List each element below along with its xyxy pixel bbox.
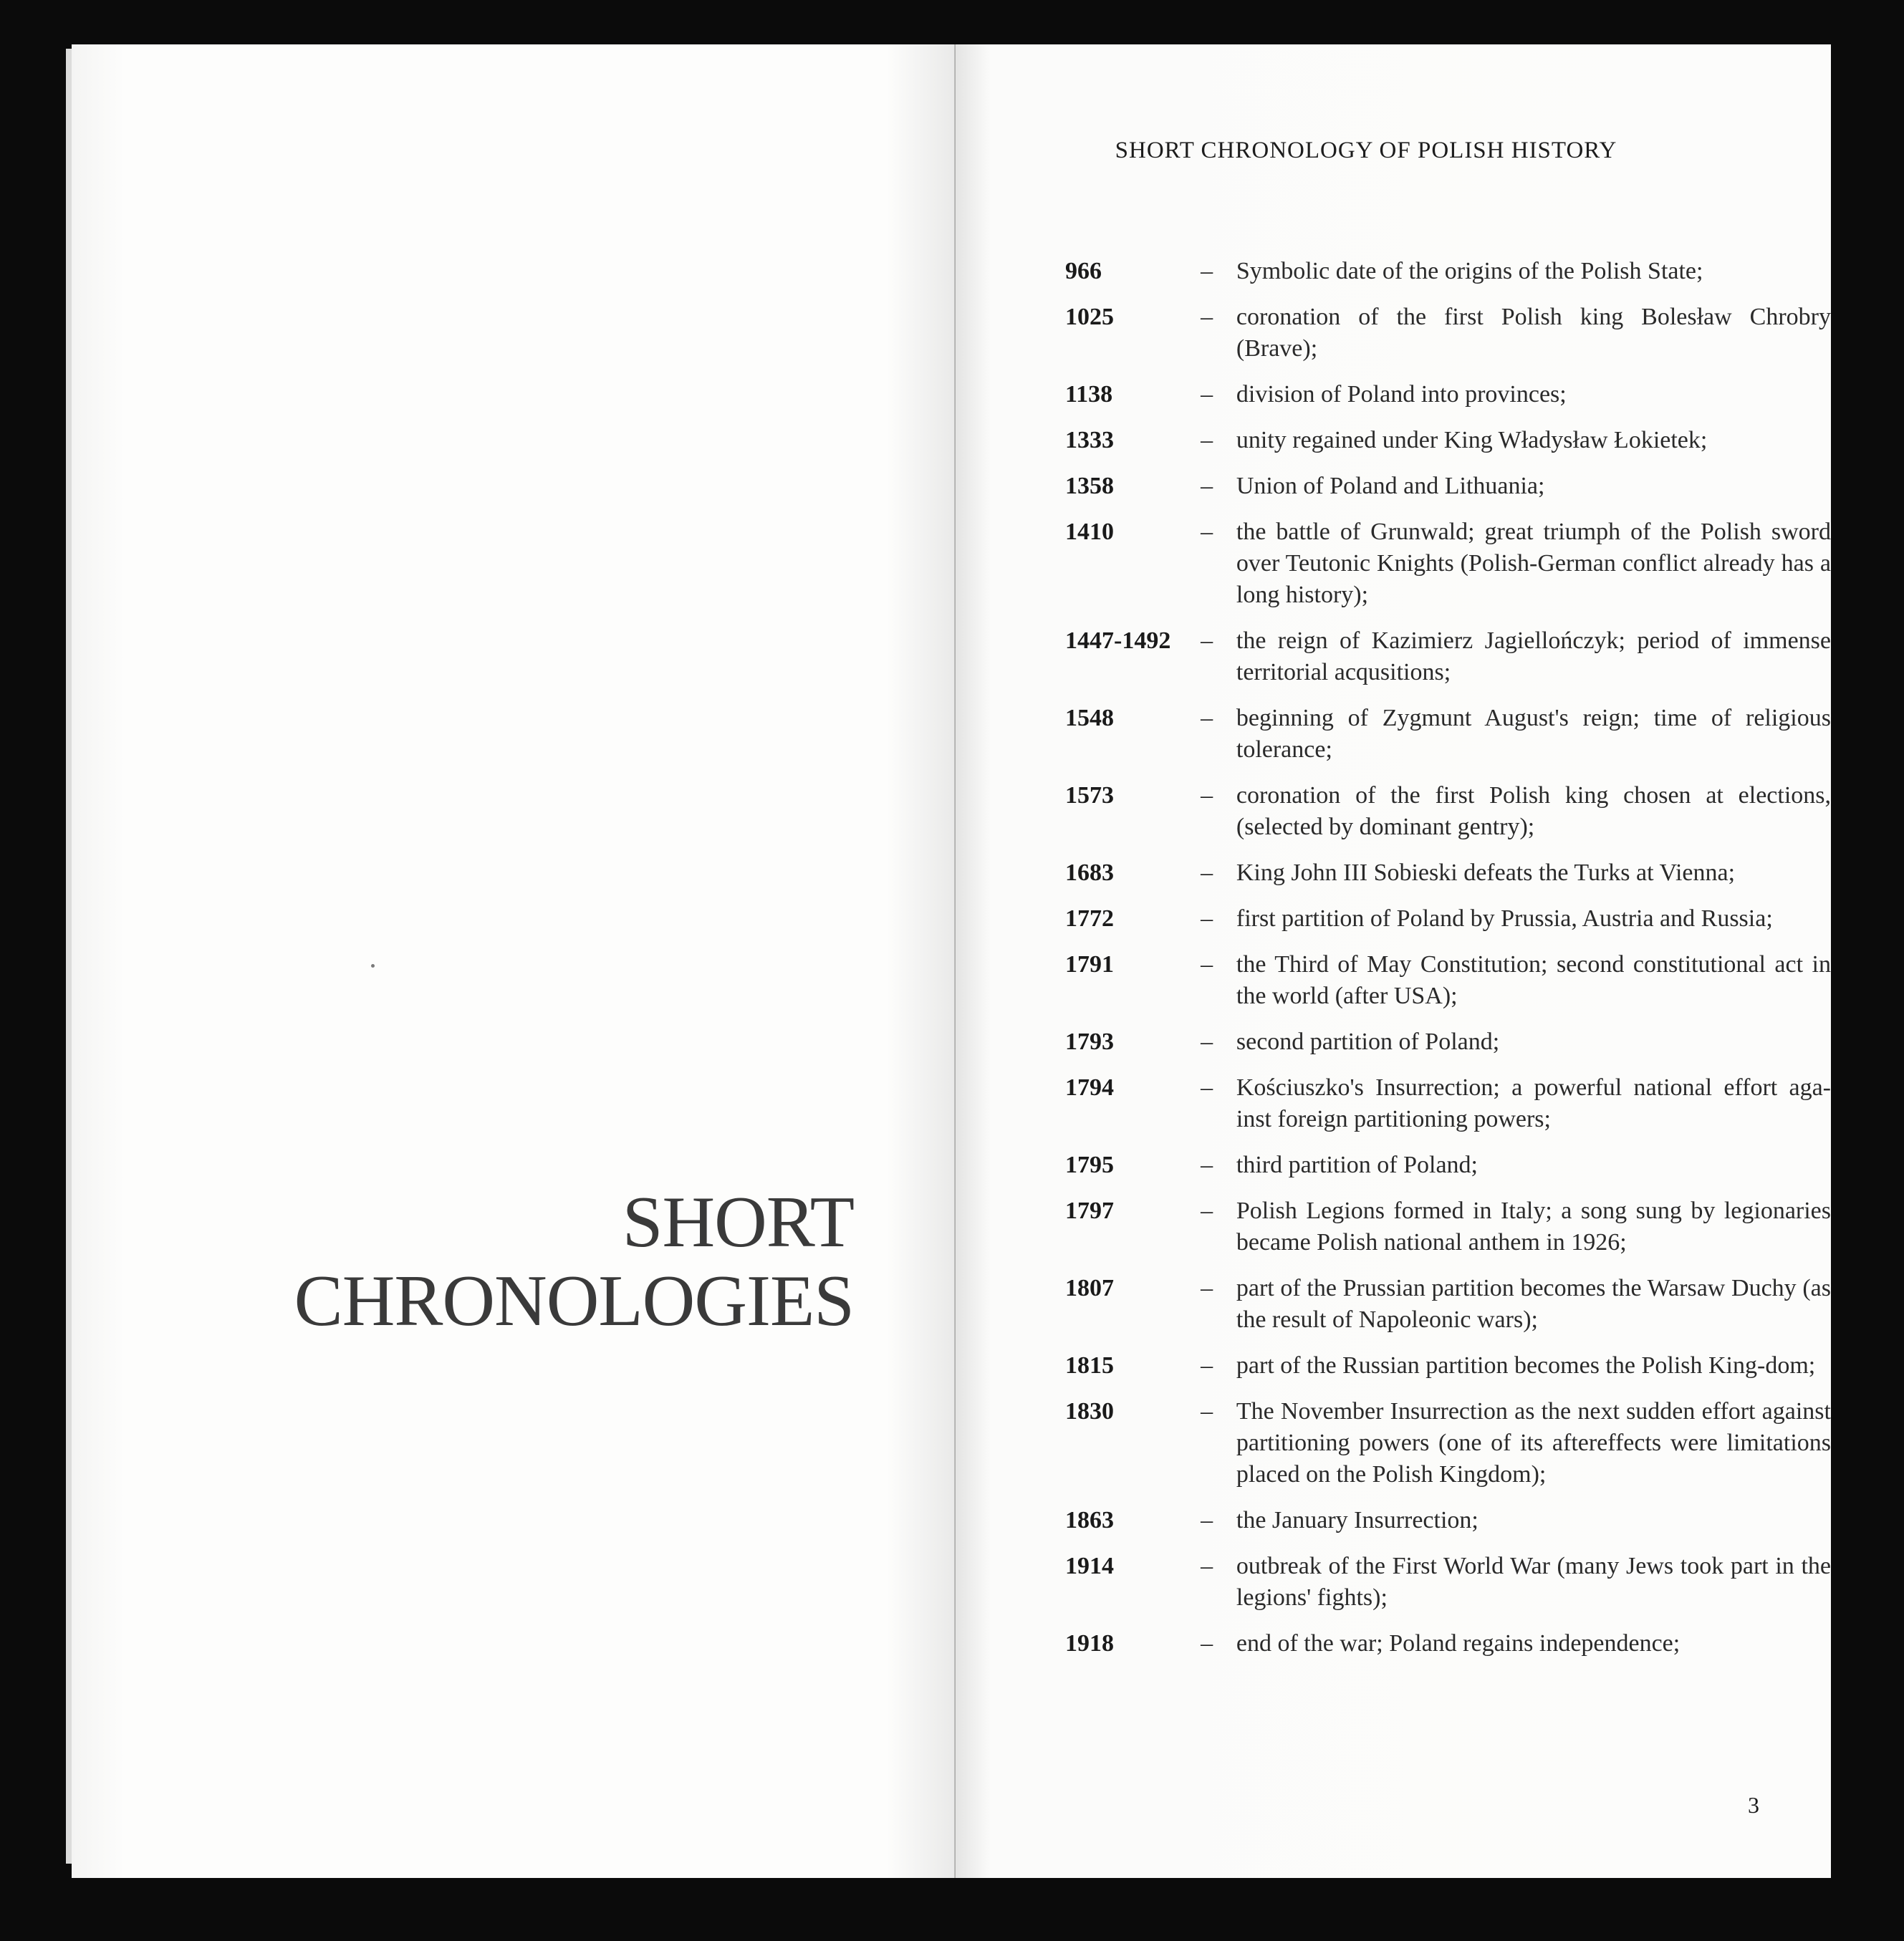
chronology-heading: [956, 138, 1831, 164]
right-page: [956, 44, 1831, 1878]
entry-dash: –: [1201, 427, 1213, 453]
entry-text: the Third of May Constitution; second constitutional act in the world (after USA);: [1236, 951, 1831, 1009]
entry-year: 1333: [1065, 427, 1114, 453]
entry-year: 1548: [1065, 705, 1114, 731]
entry-year: 1815: [1065, 1352, 1114, 1379]
entry-text: The November Insurrection as the next sudden effort against partitioning powers (one of its aftereffects were limitations placed on the Polish Kingdom);: [1236, 1398, 1831, 1488]
chronology-entry: [956, 425, 1831, 456]
entry-text: Kościuszko's Insurrection; a powerful national effort aga-inst foreign partitioning powers;: [1236, 1074, 1831, 1132]
entry-text: first partition of Poland by Prussia, Austria and Russia;: [1236, 905, 1773, 932]
chronology-entry: [956, 1195, 1831, 1258]
entry-year: 1683: [1065, 859, 1114, 886]
entry-year: 1447-1492: [1065, 627, 1171, 654]
entry-year: 1795: [1065, 1152, 1114, 1178]
entry-text: coronation of the first Polish king Bolesław Chrobry (Brave);: [1236, 304, 1831, 362]
entry-text: Symbolic date of the origins of the Polish State;: [1236, 258, 1703, 284]
entry-dash: –: [1201, 1152, 1213, 1178]
entry-year: 1772: [1065, 905, 1114, 932]
entry-dash: –: [1201, 905, 1213, 932]
entry-dash: –: [1201, 951, 1213, 978]
entry-dash: –: [1201, 1507, 1213, 1533]
paper-speck: [371, 964, 375, 968]
entry-dash: –: [1201, 1352, 1213, 1379]
entry-year: 1797: [1065, 1198, 1114, 1224]
entry-dash: –: [1201, 859, 1213, 886]
entry-year: 1138: [1065, 381, 1113, 408]
entry-year: 1791: [1065, 951, 1114, 978]
entry-dash: –: [1201, 1198, 1213, 1224]
entry-dash: –: [1201, 782, 1213, 809]
chronology-entry: [956, 1505, 1831, 1536]
chronology-heading-text: SHORT CHRONOLOGY OF POLISH HISTORY: [1115, 138, 1617, 163]
chronology-entry: [956, 1026, 1831, 1058]
entry-dash: –: [1201, 473, 1213, 499]
entry-text: second partition of Poland;: [1236, 1029, 1500, 1055]
chronology-entry: [956, 703, 1831, 766]
entry-text: Polish Legions formed in Italy; a song sung by legionaries became Polish national anthem in 1926;: [1236, 1198, 1831, 1256]
entry-year: 1025: [1065, 304, 1114, 330]
entry-year: 1914: [1065, 1553, 1114, 1579]
chronology-entry: [956, 302, 1831, 365]
entry-year: 1918: [1065, 1630, 1114, 1657]
chronology-entry: [956, 1273, 1831, 1336]
entry-text: part of the Russian partition becomes the Polish King-dom;: [1236, 1352, 1816, 1379]
chronology-entry: [956, 857, 1831, 889]
entry-year: 1830: [1065, 1398, 1114, 1425]
entry-year: 1793: [1065, 1029, 1114, 1055]
entry-text: unity regained under King Władysław Łokietek;: [1236, 427, 1708, 453]
chronology-entry: [956, 949, 1831, 1012]
entry-dash: –: [1201, 1074, 1213, 1101]
chronology-entry: [956, 780, 1831, 843]
chronology-entry: [956, 625, 1831, 688]
chronology-list: [956, 256, 1831, 1674]
section-title: [294, 1183, 854, 1341]
chronology-entry: [956, 1350, 1831, 1382]
entry-text: end of the war; Poland regains independence;: [1236, 1630, 1681, 1657]
section-title-line-1: SHORT: [622, 1182, 854, 1263]
book-spread: [72, 44, 1831, 1878]
chronology-entry: [956, 379, 1831, 410]
entry-year: 1863: [1065, 1507, 1114, 1533]
entry-text: the reign of Kazimierz Jagiellończyk; period of immense territorial acqusitions;: [1236, 627, 1831, 685]
chronology-entry: [956, 1396, 1831, 1490]
chronology-entry: [956, 1150, 1831, 1181]
entry-text: coronation of the first Polish king chosen at elections, (selected by dominant gentry);: [1236, 782, 1831, 840]
chronology-entry: [956, 516, 1831, 611]
chronology-entry: [956, 1072, 1831, 1135]
entry-year: 1573: [1065, 782, 1114, 809]
entry-dash: –: [1201, 304, 1213, 330]
entry-dash: –: [1201, 1630, 1213, 1657]
entry-dash: –: [1201, 381, 1213, 408]
entry-dash: –: [1201, 258, 1213, 284]
entry-text: division of Poland into provinces;: [1236, 381, 1567, 408]
entry-dash: –: [1201, 1029, 1213, 1055]
chronology-entry: [956, 256, 1831, 287]
entry-year: 1410: [1065, 519, 1114, 545]
entry-text: the battle of Grunwald; great triumph of the Polish sword over Teutonic Knights (Polish-German conflict already has a long history);: [1236, 519, 1831, 608]
entry-year: 1794: [1065, 1074, 1114, 1101]
entry-dash: –: [1201, 705, 1213, 731]
left-page: [72, 44, 957, 1878]
entry-text: part of the Prussian partition becomes the Warsaw Duchy (as the result of Napoleonic wars);: [1236, 1275, 1831, 1333]
chronology-entry: [956, 1628, 1831, 1660]
page-number: 3: [1748, 1792, 1759, 1818]
chronology-entry: [956, 1551, 1831, 1614]
entry-dash: –: [1201, 1398, 1213, 1425]
chronology-entry: [956, 903, 1831, 935]
entry-dash: –: [1201, 1275, 1213, 1301]
entry-text: outbreak of the First World War (many Jews took part in the legions' fights);: [1236, 1553, 1831, 1611]
entry-year: 1807: [1065, 1275, 1114, 1301]
entry-text: Union of Poland and Lithuania;: [1236, 473, 1545, 499]
section-title-line-2: CHRONOLOGIES: [294, 1261, 854, 1342]
entry-text: the January Insurrection;: [1236, 1507, 1479, 1533]
entry-dash: –: [1201, 627, 1213, 654]
entry-year: 1358: [1065, 473, 1114, 499]
entry-text: third partition of Poland;: [1236, 1152, 1479, 1178]
entry-dash: –: [1201, 519, 1213, 545]
page-edge: [66, 49, 72, 1864]
entry-dash: –: [1201, 1553, 1213, 1579]
entry-year: 966: [1065, 258, 1102, 284]
entry-text: King John III Sobieski defeats the Turks at Vienna;: [1236, 859, 1736, 886]
chronology-entry: [956, 471, 1831, 502]
entry-text: beginning of Zygmunt August's reign; time of religious tolerance;: [1236, 705, 1831, 763]
